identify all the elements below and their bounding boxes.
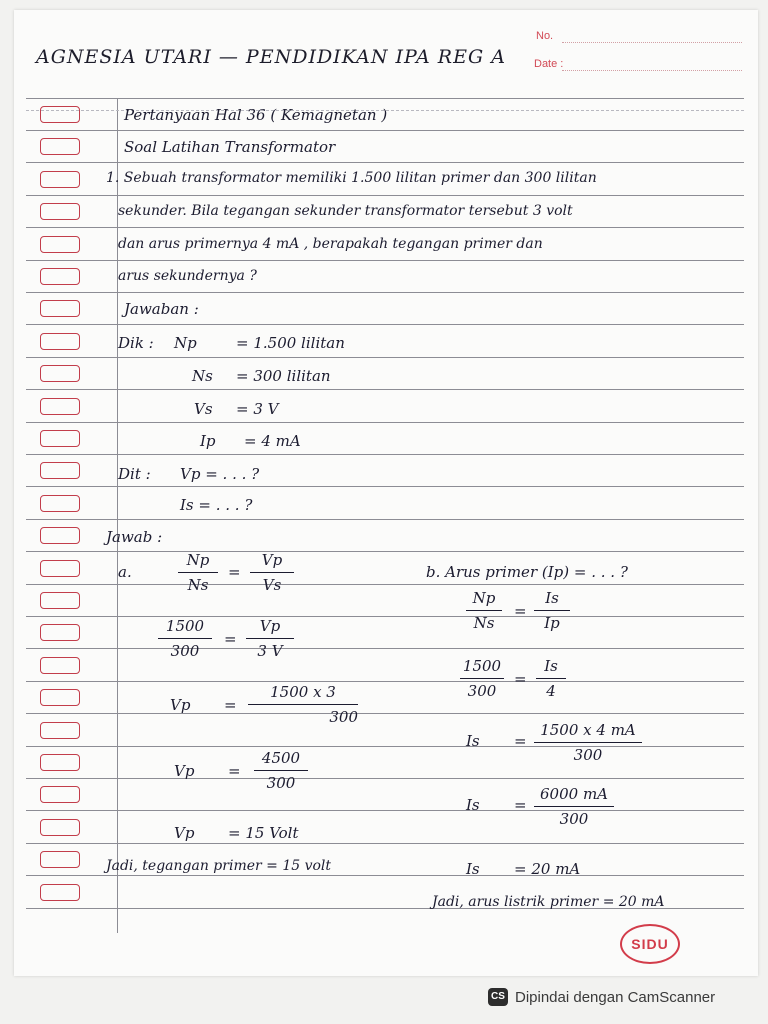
- fraction: [158, 616, 212, 661]
- part-b-label: b. Arus primer (Ip) = . . . ?: [426, 563, 628, 581]
- dit-row: Vp = . . . ?: [180, 465, 260, 483]
- header-date-line: [562, 70, 742, 71]
- ruled-line: [26, 778, 744, 779]
- notes-heading: Pertanyaan Hal 36 ( Kemagnetan ): [124, 106, 388, 124]
- dik-value: = 4 mA: [244, 432, 301, 450]
- equation-lhs: Vp: [170, 696, 191, 714]
- ruled-line: [26, 422, 744, 423]
- ruled-line: [26, 681, 744, 682]
- camscanner-text: Dipindai dengan CamScanner: [515, 988, 716, 1006]
- fraction-numerator: 4500: [261, 749, 301, 767]
- ruled-line: [26, 389, 744, 390]
- camscanner-icon: CS: [488, 988, 508, 1006]
- margin-checkbox: [40, 786, 80, 803]
- ruled-line: [26, 454, 744, 455]
- fraction: [248, 682, 358, 727]
- fraction-bar: [178, 572, 218, 573]
- ruled-line: [26, 227, 744, 228]
- header-no-label: No.: [536, 30, 554, 42]
- fraction-bar: [248, 704, 358, 705]
- question-line: dan arus primernya 4 mA , berapakah tegangan primer dan: [118, 236, 543, 252]
- fraction: [466, 588, 502, 633]
- margin-checkbox: [40, 138, 80, 155]
- dik-value: = 3 V: [236, 400, 279, 418]
- header-date-label: Date :: [534, 58, 564, 70]
- fraction-bar: [158, 638, 212, 639]
- fraction: [254, 748, 308, 793]
- fraction-denominator: 300: [573, 746, 603, 764]
- equals-sign: =: [224, 630, 237, 648]
- equation-lhs: Vp: [174, 824, 195, 842]
- margin-checkbox: [40, 884, 80, 901]
- ruled-line: [26, 519, 744, 520]
- ruled-line: [26, 875, 744, 876]
- ruled-line: [26, 195, 744, 196]
- equation-lhs: Is: [466, 796, 480, 814]
- dik-value: = 300 lilitan: [236, 367, 331, 385]
- question-line: 1. Sebuah transformator memiliki 1.500 lilitan primer dan 300 lilitan: [106, 170, 597, 186]
- margin-checkbox: [40, 171, 80, 188]
- equation-lhs: Is: [466, 860, 480, 878]
- dik-symbol: Np: [174, 334, 197, 352]
- fraction-denominator: 300: [329, 708, 358, 726]
- result-value: = 15 Volt: [228, 824, 299, 842]
- equals-sign: =: [514, 796, 527, 814]
- fraction-numerator: 1500: [462, 657, 502, 675]
- equals-sign: =: [224, 696, 237, 714]
- dit-row: Is = . . . ?: [180, 496, 253, 514]
- fraction: [534, 720, 642, 765]
- ruled-line: [26, 713, 744, 714]
- fraction-bar: [246, 638, 294, 639]
- fraction-bar: [534, 806, 614, 807]
- fraction: [534, 588, 570, 633]
- fraction: [178, 550, 218, 595]
- margin-checkbox: [40, 106, 80, 123]
- fraction-bar: [534, 742, 642, 743]
- fraction-numerator: Np: [472, 589, 496, 607]
- equals-sign: =: [514, 670, 527, 688]
- fraction-bar: [250, 572, 294, 573]
- fraction-numerator: Np: [186, 551, 210, 569]
- fraction-denominator: 300: [467, 682, 497, 700]
- fraction: [460, 656, 504, 701]
- margin-checkbox: [40, 495, 80, 512]
- ruled-line: [26, 162, 744, 163]
- fraction-bar: [254, 770, 308, 771]
- fraction-numerator: Is: [544, 657, 558, 675]
- fraction: [536, 656, 566, 701]
- margin-checkbox: [40, 592, 80, 609]
- fraction-numerator: 6000 mA: [540, 785, 608, 803]
- fraction-bar: [460, 678, 504, 679]
- margin-checkbox: [40, 430, 80, 447]
- conclusion-a: Jadi, tegangan primer = 15 volt: [106, 858, 332, 874]
- fraction-denominator: Ns: [473, 614, 495, 632]
- margin-checkbox: [40, 236, 80, 253]
- equals-sign: =: [228, 762, 241, 780]
- question-line: sekunder. Bila tegangan sekunder transformator tersebut 3 volt: [118, 203, 573, 219]
- notes-subheading: Soal Latihan Transformator: [124, 138, 336, 156]
- ruled-line: [26, 260, 744, 261]
- margin-checkbox: [40, 527, 80, 544]
- equals-sign: =: [514, 732, 527, 750]
- equals-sign: =: [228, 563, 241, 581]
- sidu-logo-stamp: SIDU: [620, 924, 680, 964]
- notebook-page: [14, 10, 758, 976]
- ruled-line: [26, 324, 744, 325]
- fraction-denominator: 300: [266, 774, 296, 792]
- fraction: [534, 784, 614, 829]
- margin-checkbox: [40, 333, 80, 350]
- margin-checkbox: [40, 560, 80, 577]
- margin-checkbox: [40, 624, 80, 641]
- page-title: AGNESIA UTARI — PENDIDIKAN IPA REG A: [36, 46, 506, 68]
- result-value: = 20 mA: [514, 860, 581, 878]
- margin-checkbox: [40, 754, 80, 771]
- fraction-denominator: 4: [546, 682, 556, 700]
- equation-lhs: Vp: [174, 762, 195, 780]
- dit-label: Dit :: [118, 465, 151, 483]
- fraction-numerator: Is: [545, 589, 559, 607]
- fraction-denominator: Ns: [187, 576, 209, 594]
- margin-checkbox: [40, 657, 80, 674]
- margin-checkbox: [40, 851, 80, 868]
- fraction-numerator: 1500: [165, 617, 205, 635]
- ruled-line: [26, 584, 744, 585]
- camscanner-watermark: [488, 986, 715, 1008]
- margin-checkbox: [40, 819, 80, 836]
- fraction: [250, 550, 294, 595]
- margin-checkbox: [40, 689, 80, 706]
- fraction-denominator: 300: [170, 642, 200, 660]
- equation-lhs: Is: [466, 732, 480, 750]
- fraction-denominator: Ip: [544, 614, 560, 632]
- fraction-numerator: Vp: [261, 551, 283, 569]
- margin-checkbox: [40, 462, 80, 479]
- fraction-bar: [466, 610, 502, 611]
- dik-label: Dik :: [118, 334, 154, 352]
- ruled-line: [26, 616, 744, 617]
- ruled-line: [26, 810, 744, 811]
- fraction-numerator: 1500 x 3: [270, 683, 336, 701]
- margin-checkbox: [40, 722, 80, 739]
- dik-symbol: Ns: [192, 367, 213, 385]
- part-a-label: a.: [118, 563, 132, 581]
- fraction-denominator: 3 V: [257, 642, 283, 660]
- fraction-numerator: 1500 x 4 mA: [540, 721, 636, 739]
- dik-value: = 1.500 lilitan: [236, 334, 345, 352]
- dik-symbol: Vs: [194, 400, 213, 418]
- header-no-line: [562, 42, 742, 43]
- equals-sign: =: [514, 602, 527, 620]
- top-rule: [26, 98, 744, 99]
- conclusion-b: Jadi, arus listrik primer = 20 mA: [432, 894, 665, 910]
- margin-checkbox: [40, 268, 80, 285]
- jawaban-label: Jawaban :: [124, 300, 199, 318]
- fraction-bar: [536, 678, 566, 679]
- fraction-denominator: Vs: [262, 576, 282, 594]
- question-line: arus sekundernya ?: [118, 268, 257, 284]
- margin-checkbox: [40, 203, 80, 220]
- ruled-line: [26, 551, 744, 552]
- ruled-line: [26, 648, 744, 649]
- ruled-line: [26, 292, 744, 293]
- jawab-label: Jawab :: [106, 528, 163, 546]
- ruled-line: [26, 843, 744, 844]
- fraction: [246, 616, 294, 661]
- fraction-denominator: 300: [559, 810, 589, 828]
- margin-checkbox: [40, 398, 80, 415]
- ruled-line: [26, 357, 744, 358]
- ruled-line: [26, 130, 744, 131]
- margin-line: [117, 98, 118, 933]
- margin-checkbox: [40, 365, 80, 382]
- dik-symbol: Ip: [200, 432, 216, 450]
- margin-checkbox: [40, 300, 80, 317]
- ruled-line: [26, 486, 744, 487]
- fraction-numerator: Vp: [259, 617, 281, 635]
- fraction-bar: [534, 610, 570, 611]
